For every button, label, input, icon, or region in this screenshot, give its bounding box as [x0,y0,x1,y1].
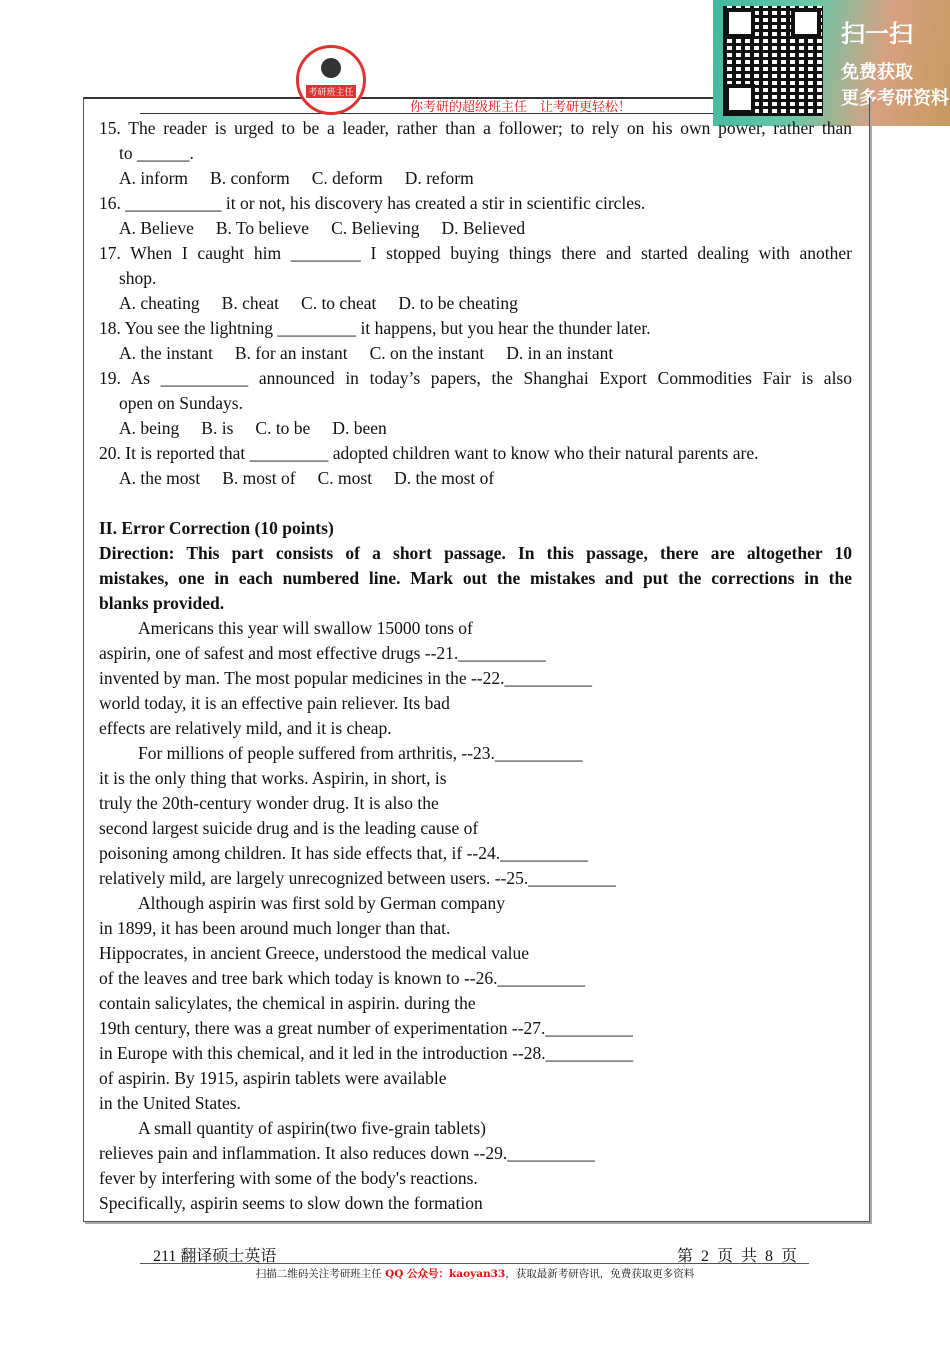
answer-options [99,341,852,366]
text-line: mistakes, one in each numbered line. Mark out the mistakes and put the corrections in the [99,568,852,588]
text-line: 19th century, there was a great number of experimentation --27.__________ [99,1018,633,1038]
text-line: Specifically, aspirin seems to slow down the formation [99,1193,483,1213]
text-line: to ______. [119,143,194,163]
answer-option: D. been [332,418,387,438]
answer-option: A. inform [119,168,189,188]
answer-option: B. for an instant [234,343,348,363]
answer-option: B. cheat [221,293,280,313]
answer-options [99,166,852,191]
text-line: relatively mild, are largely unrecognized between users. --25.__________ [99,868,616,888]
text-line: world today, it is an effective pain reliever. Its bad [99,693,450,713]
text-line: truly the 20th-century wonder drug. It is also the [99,793,439,813]
text-line: relieves pain and inflammation. It also reduces down --29.__________ [99,1143,595,1163]
answer-option: A. cheating [119,293,200,313]
text-line: in 1899, it has been around much longer than that. [99,918,451,938]
text-line: in the United States. [99,1093,241,1113]
answer-option: D. the most of [394,468,495,488]
text-line: II. Error Correction (10 points) [99,518,334,538]
text-line: contain salicylates, the chemical in aspirin. during the [99,993,476,1013]
footer-title: 211 翻译硕士英语 [153,1248,277,1265]
text-line: A small quantity of aspirin(two five-grain tablets) [138,1118,486,1138]
answer-option: C. to be [255,418,311,438]
answer-options [99,216,852,241]
text-line: 16. ___________ it or not, his discovery has created a stir in scientific circles. [99,193,646,213]
text-line: fever by interfering with some of the body's reactions. [99,1168,478,1188]
text-line: Hippocrates, in ancient Greece, understood the medical value [99,943,530,963]
text-line: effects are relatively mild, and it is cheap. [99,718,392,738]
text-line: aspirin, one of safest and most effective drugs --21.__________ [99,643,546,663]
answer-option: C. Believing [331,218,420,238]
answer-option: A. Believe [119,218,194,238]
text-line: poisoning among children. It has side effects that, if --24.__________ [99,843,588,863]
answer-options [99,291,852,316]
text-line: 19. As __________ announced in today’s papers, the Shanghai Export Commodities Fair is also [99,368,852,388]
text-line: open on Sundays. [119,393,243,413]
answer-option: D. in an instant [506,343,614,363]
footer-note-tail: ，获取最新考研咨讯，免费获取更多资料 [505,1268,695,1280]
text-line: Although aspirin was first sold by German company [138,893,505,913]
text-line: of aspirin. By 1915, aspirin tablets were available [99,1068,447,1088]
answer-option: A. the most [119,468,201,488]
promo-scan: 扫一扫 [841,20,913,48]
mascot-icon [321,58,341,78]
answer-option: A. the instant [119,343,213,363]
text-line: 18. You see the lightning _________ it happens, but you hear the thunder later. [99,318,651,338]
answer-option: D. to be cheating [398,293,518,313]
text-line: Americans this year will swallow 15000 tons of [138,618,473,638]
answer-option: A. being [119,418,180,438]
text-line: Direction: This part consists of a short passage. In this passage, there are altogether 10 [99,543,852,563]
page-number: 第 2 页 共 8 页 [676,1248,797,1265]
text-line: in Europe with this chemical, and it led in the introduction --28.__________ [99,1043,634,1063]
answer-options [99,416,852,441]
text-line: blanks provided. [99,593,225,613]
answer-option: D. Believed [441,218,526,238]
text-line: shop. [119,268,157,288]
answer-option: D. reform [404,168,474,188]
text-line: 15. The reader is urged to be a leader, rather than a follower; to rely on his own power, rather than [99,118,852,138]
answer-option: C. to cheat [301,293,377,313]
document-body [99,116,852,1216]
footer-note-qq: QQ 公众号：kaoyan33 [385,1268,506,1280]
header-slogan: 你考研的超级班主任 让考研更轻松！ [410,100,632,115]
text-line [99,491,852,516]
answer-option: B. To believe [215,218,310,238]
footer-note [0,1266,950,1281]
answer-option: B. is [201,418,234,438]
text-line: 20. It is reported that _________ adopted children want to know who their natural parents are. [99,443,759,463]
text-line: For millions of people suffered from arthritis, --23.__________ [138,743,583,763]
promo-free: 免费获取 [841,62,913,83]
text-line: it is the only thing that works. Aspirin, in short, is [99,768,447,788]
text-line: 17. When I caught him ________ I stopped buying things there and started dealing with another [99,243,852,263]
page-footer [140,1243,809,1264]
logo-text: 考研班主任 [306,85,355,98]
text-line: invented by man. The most popular medicines in the --22.__________ [99,668,592,688]
footer-note-text: 扫描二维码关注考研班主任 [255,1268,386,1280]
answer-option: C. on the instant [369,343,485,363]
answer-option: C. most [317,468,373,488]
answer-option: B. most of [222,468,296,488]
answer-option: C. deform [311,168,383,188]
text-line: second largest suicide drug and is the leading cause of [99,818,479,838]
promo-more: 更多考研资料 [841,88,949,109]
answer-option: B. conform [210,168,290,188]
answer-options [99,466,852,491]
text-line: of the leaves and tree bark which today is known to --26.__________ [99,968,585,988]
